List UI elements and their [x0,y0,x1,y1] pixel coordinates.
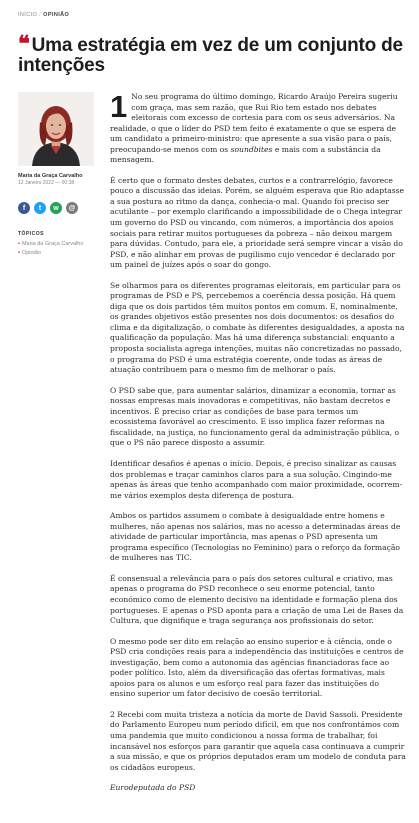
paragraph: Se olharmos para os diferentes programas eleitorais, em particular para os programas de PSD e PS, percebemos a coerência dessa posição. Há quem diga que os dois partidos têm muitos pontos em comum. E, nominalmente, os grandes objetivos estão presentes nos dois documentos: os desafios do clima e da digitalização, o combate às diferentes desigualdades, a aposta na qualificação da população. Mas há uma diferença substancial: enquanto a proposta socialista agrega intenções, muitas não concretizadas no passado, o programa do PSD é uma estratégia coerente, onde todas as áreas de atuação contribuem para o mesmo fim de melhorar o país. [110,280,405,375]
breadcrumb-home-link[interactable]: INÍCIO [18,12,38,18]
breadcrumb [18,12,69,18]
topic-label: Opinião [21,250,41,256]
topics-heading: TÓPICOS [18,231,45,237]
author-name[interactable]: Maria da Graça Carvalho [18,173,83,179]
emphasis: soundbites [230,144,273,154]
paragraph: O mesmo pode ser dito em relação ao ensino superior e à ciência, onde o PSD cria condições reais para a independência das instituições e centros de investigação, bem como a autonomia das agências financiadoras face ao poder político. Isto, além da diversificação das ofertas formativas, mais apoios para os alunos e um esforço real para fazer das instituições do ensino superior um fator decisivo de coesão territorial. [110,636,404,699]
breadcrumb-separator: / [39,12,42,18]
twitter-share-button[interactable] [34,202,46,214]
quote-mark-icon: ❝ [18,31,30,57]
paragraph: É consensual a relevância para o país dos setores cultural e criativo, mas apenas o programa do PSD reconhece o seu enorme potencial, tanto económico como de elemento decisivo na identidade e formação plena dos portugueses. E apenas o PSD aponta para a criação de uma Lei de Bases da Cultura, que dignifique e traga segurança aos profissionais do setor. [110,573,404,626]
paragraph: O PSD sabe que, para aumentar salários, dinamizar a economia, tornar as nossas empresas mais inovadoras e competitivas, não bastam decretos e incentivos. É preciso criar as condições de base para termos um ecossistema favorável ao crescimento. E isso implica fazer reformas na fiscalidade, na justiça, no funcionamento geral da administração pública, o que o PS não parece disposto a assumir. [110,385,400,448]
paragraph: Ambos os partidos assumem o combate à desigualdade entre homens e mulheres, não apenas nos salários, mas no acesso a determinadas áreas de atividade de particular importância, mas apenas o PSD apresenta um programa específico (Tecnologias no Feminino) para o reforço da formação de mulheres nas TIC. [110,511,401,563]
whatsapp-icon: w [53,204,59,212]
paragraph: Identificar desafios é apenas o início. Depois, é preciso sinalizar as causas dos problemas e traçar caminhos claros para a sua solução. Cingindo-me apenas às áreas que tenho acompanhado com maior proximidade, ocorrem-me vários exemplos desta diferença de postura. [110,458,403,500]
page-title [18,31,403,76]
author-portrait-icon [18,92,94,166]
paragraph: 1 No seu programa do último domingo, Ricardo Araújo Pereira sugeriu com graça, mas sem razão, que Rui Rio tem estado nos debates eleitorais com excesso de cortesia para com os seus adversários. Na realidade, o que o líder do PSD tem feito é exatamente o que se espera de um candidato a primeiro-ministro: que apresente a sua visão para o país, preocupando-se menos com os soundbites e mais com a substância da mensagem. [110,89,398,165]
whatsapp-share-button[interactable] [50,202,62,214]
topic-label: Maria da Graça Carvalho [21,241,84,247]
facebook-share-button[interactable] [18,202,30,214]
facebook-icon: f [22,204,26,212]
author-photo [18,92,94,166]
email-share-button[interactable] [66,202,78,214]
topic-link[interactable] [18,250,41,256]
author-signoff: Eurodeputada do PSD [110,783,196,793]
paragraph: É certo que o formato destes debates, curtos e a contrarrelógio, favorece pouco a discussão das ideias. Porém, se alguém esperava que Rio adaptasse a sua postura ao ritmo da dança, conhecia-o mal. Quando foi preciso ser acutilante – por exemplo clarificando a impossibilidade de o Chega integrar um governo do PSD ou vincando, com números, a importância dos apoios sociais para retirar muitos portugueses da pobreza – não deixou margem para dúvidas. Contudo, para ele, a prioridade será sempre vincar a visão do PSD, e não alinhar em provas de pugilismo cujo vencedor é declarado por um painel de juízes após o soar do gongo. [110,175,405,270]
paragraph: 2 Recebi com muita tristeza a notícia da morte de David Sassoli. Presidente do Parlamento Europeu num período difícil, em que nos confrontámos com uma pandemia que muito condicionou a nossa forma de trabalhar, foi incansável nos esforços para garantir que aquela casa continuava a cumprir a sua missão, e que os próprios deputados eram um modelo de conduta para os cidadãos europeus. [110,709,406,772]
breadcrumb-section-link[interactable]: OPINIÃO [43,12,70,18]
bullet-icon: • [18,241,20,247]
publish-date: 12 Janeiro 2022 — 00:38 [18,180,75,186]
topic-link[interactable] [18,241,83,247]
dropcap: 1 [110,89,128,124]
bullet-icon: • [18,250,20,256]
twitter-icon: t [38,204,42,212]
article-body [110,89,406,804]
article-title: Uma estratégia em vez de um conjunto de intenções [18,35,403,76]
email-icon: @ [68,204,76,212]
